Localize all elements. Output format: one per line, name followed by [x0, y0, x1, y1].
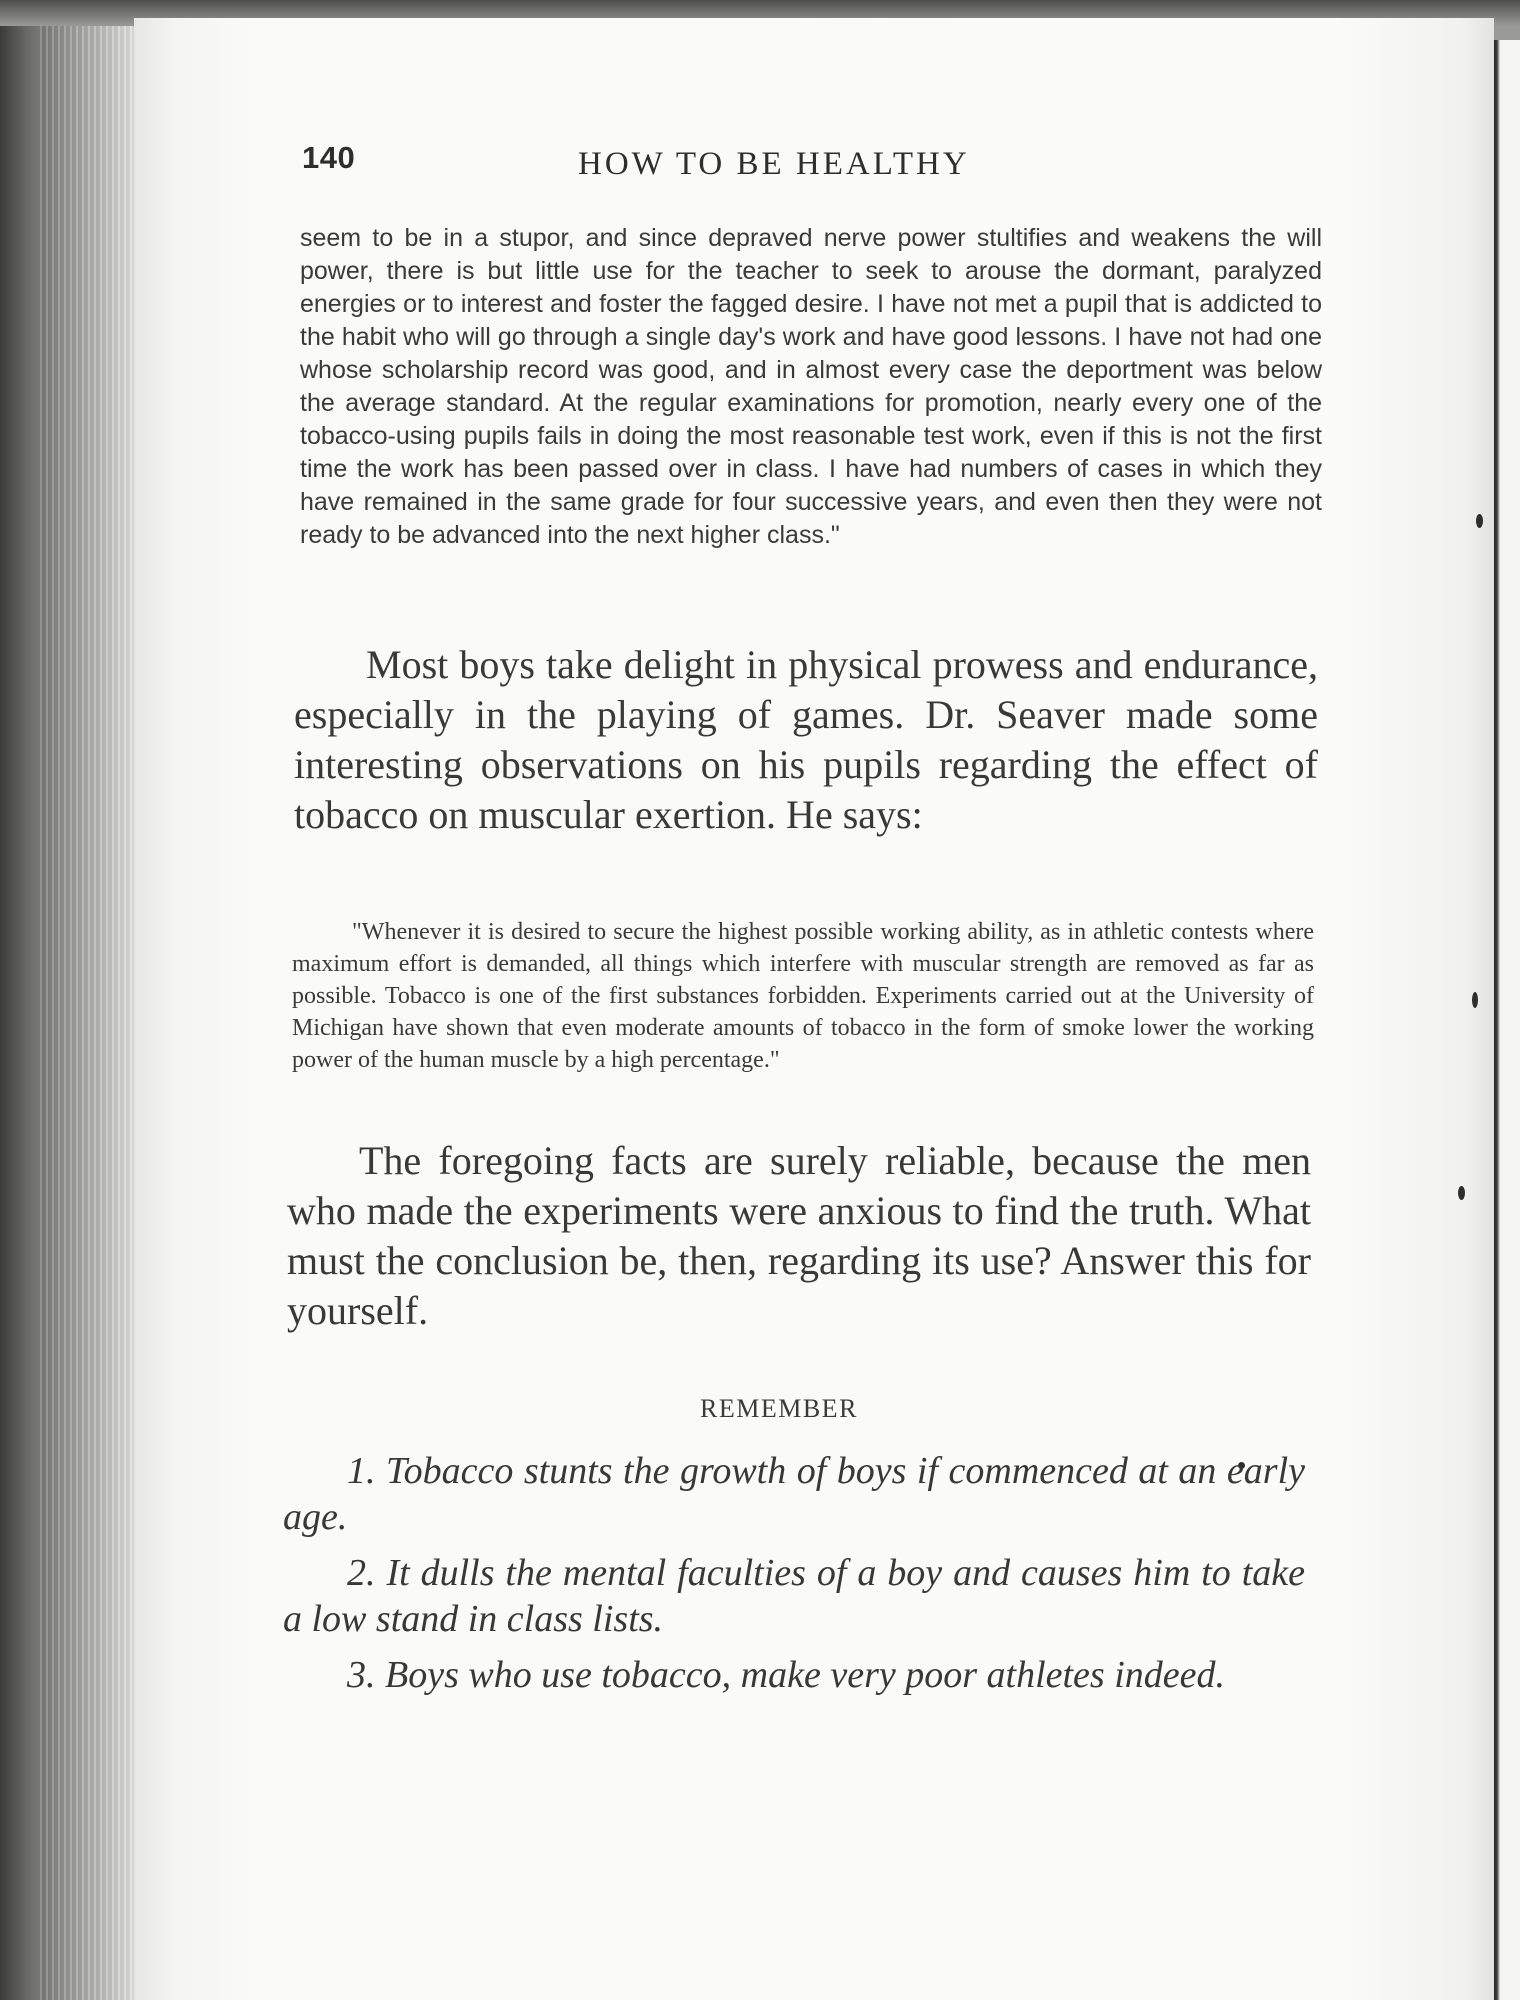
running-title: HOW TO BE HEALTHY [578, 146, 970, 182]
list-item: 3. Boys who use tobacco, make very poor athletes indeed. [347, 1654, 1225, 1696]
body-paragraph-1: Most boys take delight in physical prowess and endurance, especially in the playing of games. Dr. Seaver made some interesting observations on his pupils regarding the effect of tobacco on muscular exertion. He says: [294, 642, 1318, 837]
page-number: 140 [302, 140, 356, 175]
list-item: 1. Tobacco stunts the growth of boys if commenced at an early age. [283, 1450, 1305, 1538]
block-quote: "Whenever it is desired to secure the highest possible working ability, as in athletic contests where maximum effort is demanded, all things which interfere with muscular strength are removed as far as possible. Tobacco is one of the first substances forbidden. Experiments carried out at the University of Michigan have shown that even moderate amounts of tobacco in the form of smoke lower the working power of the human muscle by a high percentage." [292, 919, 1314, 1073]
list-item: 2. It dulls the mental faculties of a boy and causes him to take a low stand in class lists. [283, 1552, 1305, 1640]
remember-list [283, 1448, 1305, 1708]
remember-heading: REMEMBER [700, 1394, 858, 1423]
body-paragraph-2: The foregoing facts are surely reliable, because the men who made the experiments were anxious to find the truth. What must the conclusion be, then, regarding its use? Answer this for yourself. [287, 1138, 1311, 1333]
quote-continued: seem to be in a stupor, and since depraved nerve power stultifies and weakens the will power, there is but little use for the teacher to seek to arouse the dormant, paralyzed energies or to interest and foster the fagged desire. I have not met a pupil that is addicted to the habit who will go through a single day's work and have good lessons. I have not had one whose scholarship record was good, and in almost every case the deportment was below the average standard. At the regular examinations for promotion, nearly every one of the tobacco-using pupils fails in doing the most reasonable test work, even if this is not the first time the work has been passed over in class. I have had numbers of cases in which they have remained in the same grade for four successive years, and even then they were not ready to be advanced into the next higher class." [300, 224, 1322, 549]
